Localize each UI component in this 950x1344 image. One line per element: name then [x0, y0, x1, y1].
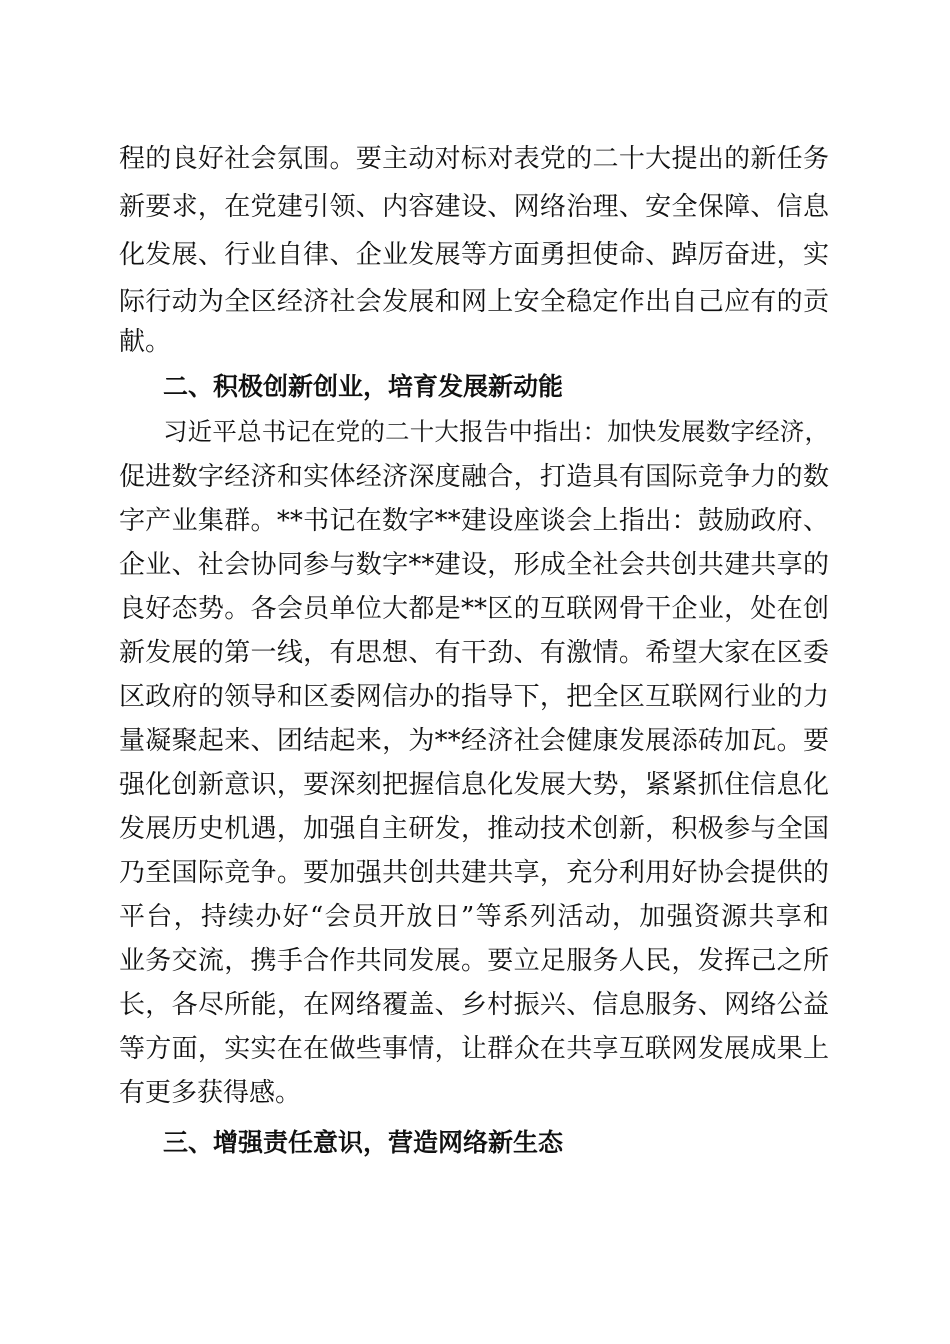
paragraph-line: 业务交流，携手合作共同发展。要立足服务人民，发挥己之所: [119, 946, 829, 976]
paragraph-line: 等方面，实实在在做些事情，让群众在共享互联网发展成果上: [119, 1034, 829, 1064]
section-heading-3: 三、增强责任意识，营造网络新生态: [163, 1128, 564, 1157]
paragraph-line: 乃至国际竞争。要加强共创共建共享，充分利用好协会提供的: [119, 858, 829, 888]
paragraph-line: 企业、社会协同参与数字**建设，形成全社会共创共建共享的: [119, 550, 829, 580]
paragraph-line: 献。: [119, 327, 172, 357]
paragraph-line: 新要求，在党建引领、内容建设、网络治理、安全保障、信息: [119, 192, 829, 222]
paragraph-line: 际行动为全区经济社会发展和网上安全稳定作出自己应有的贡: [119, 287, 829, 317]
paragraph-line: 长，各尽所能，在网络覆盖、乡村振兴、信息服务、网络公益: [119, 990, 829, 1020]
paragraph-line: 习近平总书记在党的二十大报告中指出：加快发展数字经济，: [163, 417, 829, 446]
paragraph-line: 化发展、行业自律、企业发展等方面勇担使命、踔厉奋进，实: [119, 240, 829, 270]
paragraph-line: 有更多获得感。: [119, 1078, 302, 1108]
paragraph-line: 良好态势。各会员单位大都是**区的互联网骨干企业，处在创: [119, 594, 829, 624]
paragraph-line: 新发展的第一线，有思想、有干劲、有激情。希望大家在区委: [119, 638, 829, 668]
section-heading-2: 二、积极创新创业，培育发展新动能: [163, 372, 564, 401]
paragraph-line: 量凝聚起来、团结起来，为**经济社会健康发展添砖加瓦。要: [119, 726, 829, 756]
paragraph-line: 强化创新意识，要深刻把握信息化发展大势，紧紧抓住信息化: [119, 770, 829, 800]
paragraph-line: 程的良好社会氛围。要主动对标对表党的二十大提出的新任务: [119, 144, 829, 174]
paragraph-line: 区政府的领导和区委网信办的指导下，把全区互联网行业的力: [119, 682, 829, 712]
paragraph-line: 促进数字经济和实体经济深度融合，打造具有国际竞争力的数: [119, 462, 829, 492]
paragraph-line: 发展历史机遇，加强自主研发，推动技术创新，积极参与全国: [119, 814, 829, 844]
paragraph-line: 平台，持续办好“会员开放日”等系列活动，加强资源共享和: [119, 902, 829, 932]
paragraph-line: 字产业集群。**书记在数字**建设座谈会上指出：鼓励政府、: [119, 506, 829, 536]
